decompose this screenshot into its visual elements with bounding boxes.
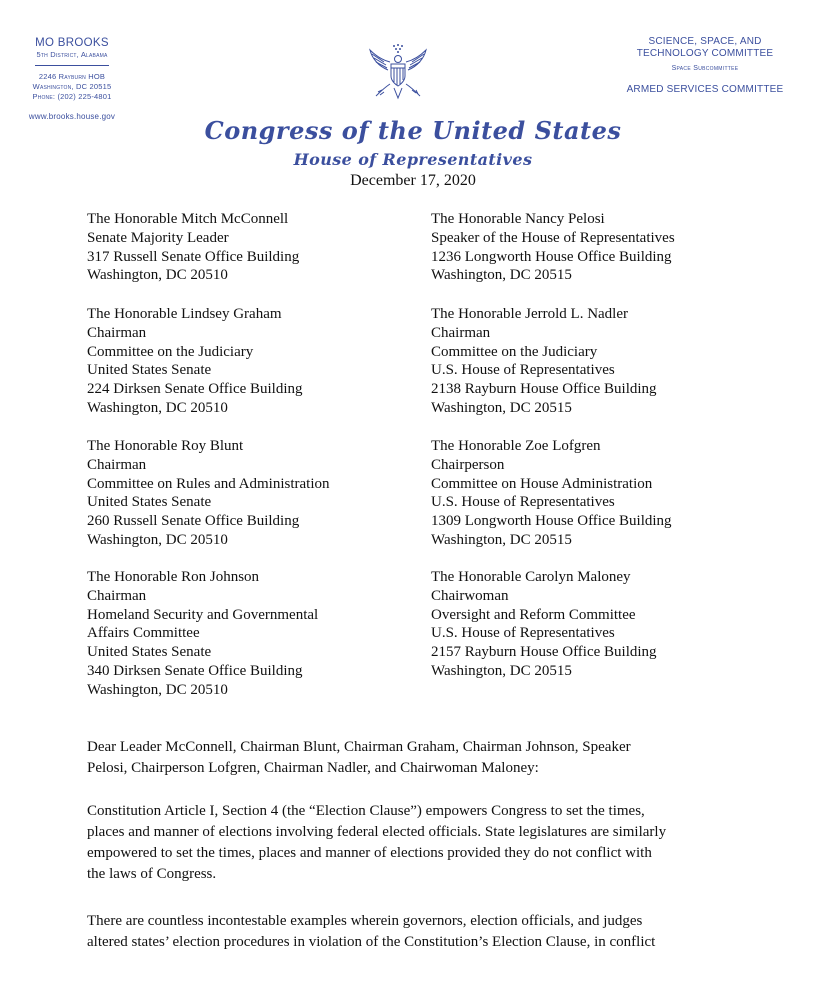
house-title: House of Representatives [293,150,533,169]
letterhead-divider [35,65,109,66]
address-line: The Honorable Mitch McConnell [87,211,289,227]
address-line: United States Senate [87,362,212,379]
address-line: Washington, DC 20515 [431,267,572,284]
address-line: The Honorable Jerrold L. Nadler [431,306,629,322]
recipient-address [87,437,329,550]
address-line: Chairman [431,324,491,341]
body-paragraph [87,801,747,885]
address-line: The Honorable Lindsey Graham [87,306,282,322]
address-line: Chairperson [431,456,505,473]
address-line: The Honorable Zoe Lofgren [431,438,601,454]
committee-armed-services: ARMED SERVICES COMMITTEE [626,84,784,95]
salutation [87,737,747,779]
paragraph-line: altered states’ election procedures in violation of the Constitution’s Election Clause, in conflict [87,934,656,950]
paragraph-line: empowered to set the times, places and manner of elections provided they do not conflict with [87,845,652,861]
member-letterhead [0,36,144,122]
address-line: Chairman [87,456,147,473]
address-line: Washington, DC 20510 [87,399,228,416]
address-line: Washington, DC 20515 [431,399,572,416]
address-line: Chairman [87,587,147,604]
address-line: Committee on the Judiciary [87,343,254,360]
recipient-address [431,568,657,681]
committee-science-line2: TECHNOLOGY COMMITTEE [636,48,774,59]
address-line: Washington, DC 20510 [87,531,228,548]
address-line: Senate Majority Leader [87,229,229,246]
address-line: Homeland Security and Governmental [87,606,319,623]
address-line: Committee on House Administration [431,475,653,492]
recipient-address [431,210,675,285]
office-city: Washington, DC 20515 [32,82,112,91]
member-website: www.brooks.house.gov [28,112,116,121]
address-line: 1236 Longworth House Office Building [431,248,672,265]
address-line: Oversight and Reform Committee [431,606,636,623]
address-line: United States Senate [87,644,212,661]
address-line: Committee on the Judiciary [431,343,598,360]
congress-title: Congress of the United States [204,116,622,145]
recipient-address [87,210,299,285]
address-line: The Honorable Ron Johnson [87,569,260,585]
recipient-address [431,305,657,418]
office-address: 2246 Rayburn HOB [38,72,106,81]
address-line: Affairs Committee [87,625,200,642]
paragraph-line: the laws of Congress. [87,866,217,882]
letter-date: December 17, 2020 [350,172,476,189]
committee-letterhead [590,36,820,95]
office-phone: Phone: (202) 225-4801 [32,92,112,101]
address-line: Chairwoman [431,587,509,604]
salutation-line: Dear Leader McConnell, Chairman Blunt, Chairman Graham, Chairman Johnson, Speaker [87,739,631,755]
address-line: The Honorable Roy Blunt [87,438,244,454]
address-line: 2157 Rayburn House Office Building [431,644,657,661]
address-line: Committee on Rules and Administration [87,475,330,492]
address-line: Chairman [87,324,147,341]
address-line: Washington, DC 20515 [431,662,572,679]
member-name: MO BROOKS [35,37,109,49]
address-line: Washington, DC 20510 [87,267,228,284]
address-line: U.S. House of Representatives [431,362,615,379]
address-line: 317 Russell Senate Office Building [87,248,300,265]
recipient-address [87,305,303,418]
address-line: Washington, DC 20510 [87,681,228,698]
address-line: 224 Dirksen Senate Office Building [87,381,303,398]
address-line: 340 Dirksen Senate Office Building [87,662,303,679]
recipient-address [431,437,672,550]
great-seal-eagle-icon [366,40,430,104]
member-district: 5th District, Alabama [36,50,108,59]
salutation-line: Pelosi, Chairperson Lofgren, Chairman Nadler, and Chairwoman Maloney: [87,760,539,776]
address-line: The Honorable Nancy Pelosi [431,211,605,227]
committee-science: SCIENCE, SPACE, AND [648,36,762,47]
recipient-address [87,568,318,700]
address-line: Washington, DC 20515 [431,531,572,548]
address-line: 1309 Longworth House Office Building [431,513,672,530]
address-line: U.S. House of Representatives [431,494,615,511]
address-line: Speaker of the House of Representatives [431,229,675,246]
address-line: 260 Russell Senate Office Building [87,513,300,530]
address-line: U.S. House of Representatives [431,625,615,642]
paragraph-line: Constitution Article I, Section 4 (the “Election Clause”) empowers Congress to set the times, [87,803,645,819]
body-paragraph [87,911,747,953]
address-line: 2138 Rayburn House Office Building [431,381,657,398]
address-line: The Honorable Carolyn Maloney [431,569,631,585]
address-line: United States Senate [87,494,212,511]
subcommittee-space: Space Subcommittee [671,65,739,72]
paragraph-line: places and manner of elections involving federal elected officials. State legislatures are similarly [87,824,667,840]
paragraph-line: There are countless incontestable examples wherein governors, election officials, and judges [87,913,643,929]
